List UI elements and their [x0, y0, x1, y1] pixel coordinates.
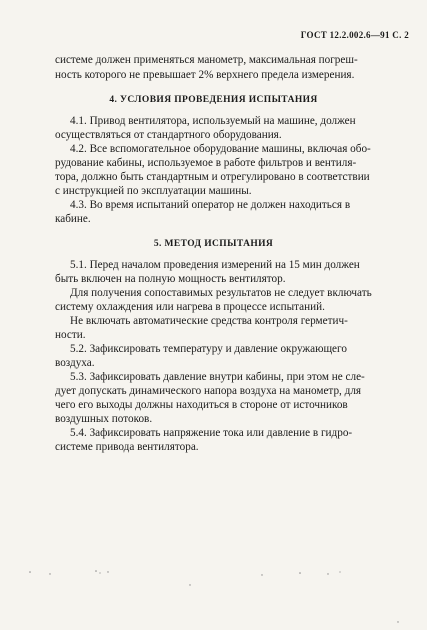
text-line: быть включен на полную мощность вентилятор. — [55, 273, 286, 285]
text-line: Не включать автоматические средства контроля герметич- — [70, 315, 348, 327]
page-header: ГОСТ 12.2.002.6—91 С. 2 — [300, 30, 409, 40]
text-line: 4.2. Все вспомогательное оборудование машины, включая обо- — [70, 143, 371, 155]
text-line: 4.3. Во время испытаний оператор не должен находиться в — [70, 199, 351, 211]
text-line: 4.1. Привод вентилятора, используемый на машине, должен — [70, 115, 356, 127]
text-line: тора, должно быть стандартным и отрегулировано в соответствии — [55, 171, 370, 183]
text-line: чего его выходы должны находиться в стороне от источников — [55, 399, 348, 411]
section-heading: 4. УСЛОВИЯ ПРОВЕДЕНИЯ ИСПЫТАНИЯ — [109, 95, 318, 105]
scan-specks — [0, 550, 427, 630]
text-line: Для получения сопоставимых результатов не следует включать — [70, 287, 372, 299]
text-line: систему охлаждения или нагрева в процессе испытаний. — [55, 301, 325, 313]
text-line: 5.1. Перед началом проведения измерений на 15 мин должен — [70, 259, 360, 271]
text-line: воздуха. — [55, 357, 95, 369]
text-line: ность которого не превышает 2% верхнего предела измерения. — [55, 69, 355, 81]
text-line: кабине. — [55, 213, 91, 225]
text-line: системе должен применяться манометр, максимальная погреш- — [55, 54, 358, 66]
text-line: с инструкцией по эксплуатации машины. — [55, 185, 252, 197]
text-line: воздушных потоков. — [55, 413, 153, 425]
section-heading: 5. МЕТОД ИСПЫТАНИЯ — [153, 239, 274, 249]
text-line: ности. — [55, 329, 86, 341]
text-line: рудование кабины, используемое в работе фильтров и вентиля- — [55, 157, 357, 169]
text-line: осуществляться от стандартного оборудования. — [55, 129, 282, 141]
text-line: 5.2. Зафиксировать температуру и давление окружающего — [70, 343, 347, 355]
text-line: 5.3. Зафиксировать давление внутри кабины, при этом не сле- — [70, 371, 365, 383]
text-line: системе привода вентилятора. — [55, 441, 199, 453]
text-line: дует допускать динамического напора воздуха на манометр, для — [55, 385, 362, 397]
text-line: 5.4. Зафиксировать напряжение тока или давление в гидро- — [70, 427, 353, 439]
